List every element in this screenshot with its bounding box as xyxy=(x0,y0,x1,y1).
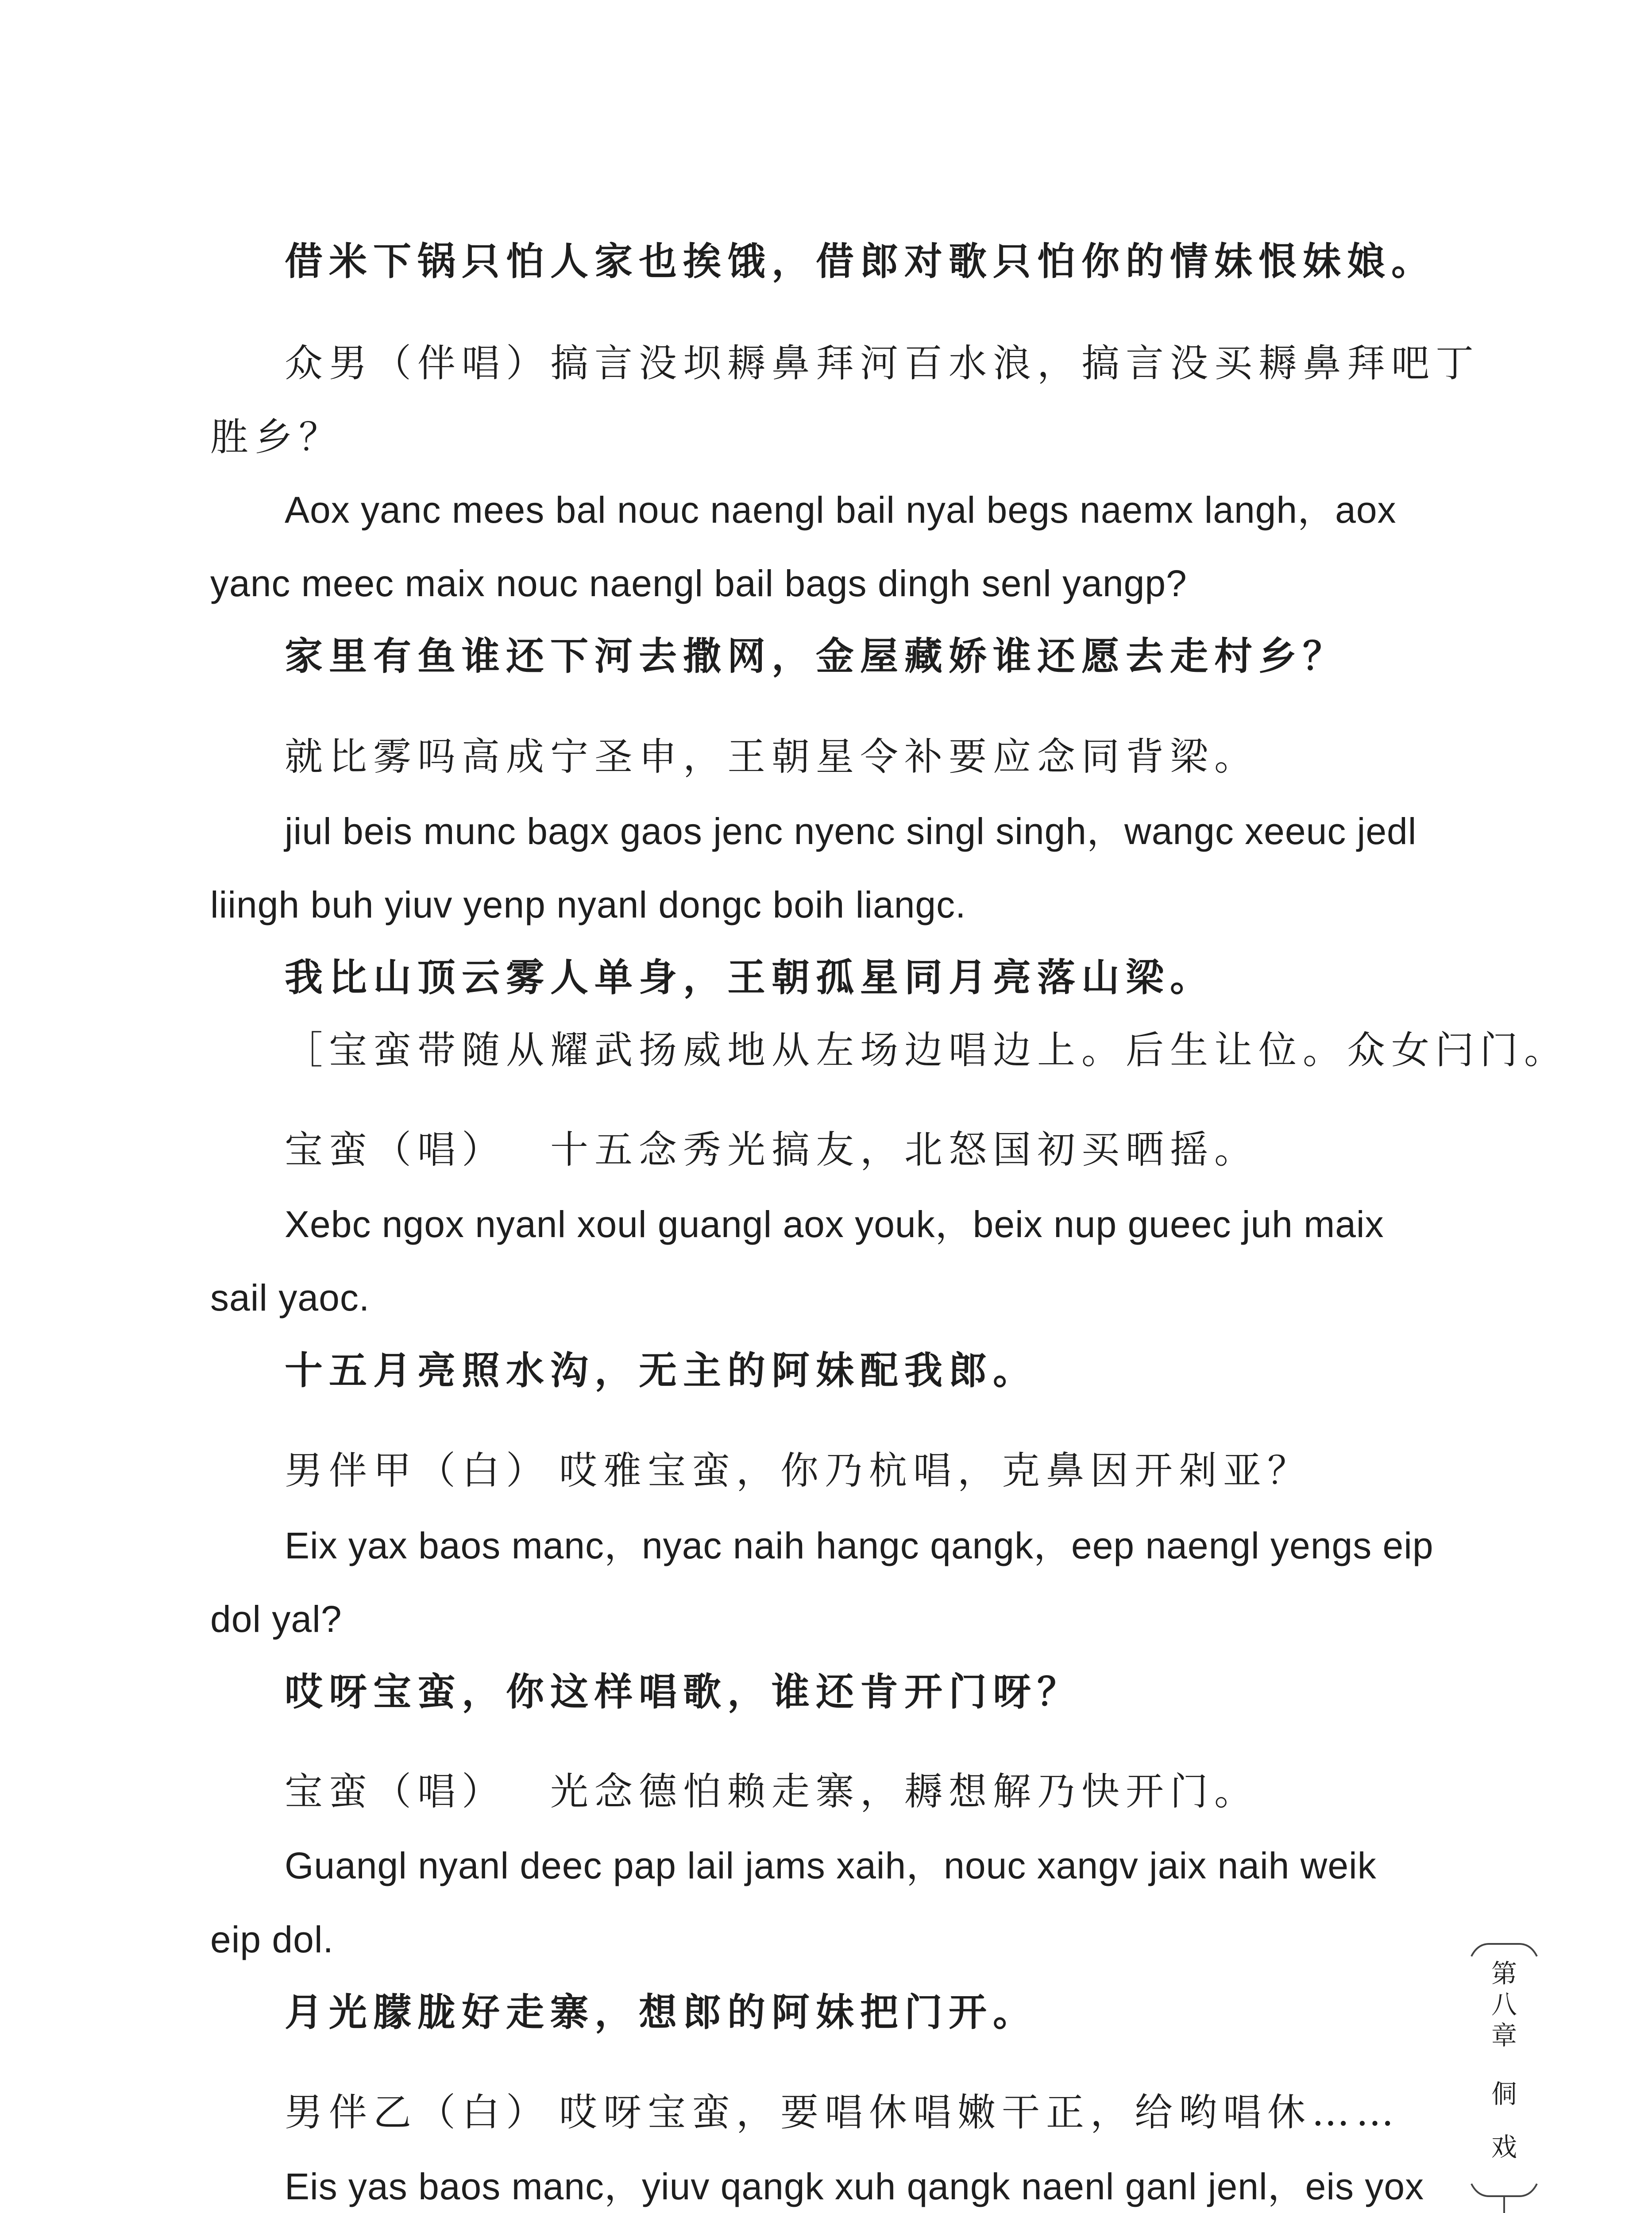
romanization-line: Xebc ngox nyanl xoul guangl aox youk，beix nup gueec juh maix xyxy=(285,1203,1384,1245)
translation-line: 十五月亮照水沟，无主的阿妹配我郎。 xyxy=(285,1348,1037,1393)
chapter-char: 八 xyxy=(1491,1989,1517,2020)
romanization-line: dol yal? xyxy=(210,1598,342,1640)
romanization-line: jiul beis munc bagx gaos jenc nyenc singl singh，wangc xeeuc jedl xyxy=(285,810,1417,852)
chapter-title-char: 戏 xyxy=(1491,2132,1517,2162)
dong-text: 哎呀宝蛮，要唱休唱嫩干正，给哟唱休…… xyxy=(559,2090,1400,2135)
stage-direction: ［宝蛮带随从耀武扬威地从左场边唱边上。后生让位。众女闩门。 xyxy=(285,1028,1568,1072)
romanization-line: liingh buh yiuv yenp nyanl dongc boih liangc. xyxy=(210,884,966,925)
chapter-char: 章 xyxy=(1491,2020,1517,2051)
chapter-title-char: 侗 xyxy=(1491,2079,1517,2109)
translation-line: 哎呀宝蛮，你这样唱歌，谁还肯开门呀？ xyxy=(285,1669,1081,1714)
dong-text-continued: 胜乡？ xyxy=(210,415,343,459)
speaker-label: 男伴甲（白） xyxy=(285,1449,550,1493)
translation-line: 我比山顶云雾人单身，王朝孤星同月亮落山梁。 xyxy=(285,955,1214,1000)
speaker-label: 宝蛮（唱） xyxy=(285,1770,506,1814)
dialogue-line xyxy=(285,2090,1400,2135)
romanization-line: Eis yas baos manc，yiuv qangk xuh qangk naenl ganl jenl，eis yox xyxy=(285,2166,1424,2207)
romanization-line: Eix yax baos manc，nyac naih hangc qangk，eep naengl yengs eip xyxy=(285,1525,1434,1566)
dialogue-line xyxy=(285,341,1480,386)
speaker-label: 男伴乙（白） xyxy=(285,2090,550,2135)
dialogue-line xyxy=(285,1449,1312,1493)
speaker-label: 众男（伴唱） xyxy=(285,341,550,386)
romanization-line: sail yaoc. xyxy=(210,1277,370,1319)
dong-text: 哎雅宝蛮，你乃杭唱，克鼻因开剁亚？ xyxy=(559,1449,1312,1493)
dong-text: 搞言没坝耨鼻拜河百水浪，搞言没买耨鼻拜吧丁 xyxy=(550,341,1480,386)
dong-text: 十五念秀光搞友，北怒国初买晒摇。 xyxy=(550,1128,1258,1172)
chapter-char: 第 xyxy=(1491,1959,1517,1989)
translation-line: 借米下锅只怕人家也挨饿，借郎对歌只怕你的情妹恨妹娘。 xyxy=(285,239,1436,284)
chapter-margin-tab xyxy=(1469,1935,1540,2213)
romanization-line: Guangl nyanl deec pap lail jams xaih，nouc xangv jaix naih weik xyxy=(285,1845,1377,1886)
speaker-label: 宝蛮（唱） xyxy=(285,1128,506,1172)
romanization-line: Aox yanc mees bal nouc naengl bail nyal begs naemx langh，aox xyxy=(285,489,1397,531)
romanization-line: eip dol. xyxy=(210,1919,334,1960)
translation-line: 家里有鱼谁还下河去撒网，金屋藏娇谁还愿去走村乡？ xyxy=(285,634,1347,679)
dialogue-line xyxy=(285,1770,1258,1814)
romanization-line: yanc meec maix nouc naengl bail bags dingh senl yangp? xyxy=(210,563,1187,604)
dialogue-line xyxy=(285,1128,1258,1172)
translation-line: 月光朦胧好走寨，想郎的阿妹把门开。 xyxy=(285,1990,1037,2035)
dong-text: 就比雾吗高成宁圣申，王朝星令补要应念同背梁。 xyxy=(285,735,1258,779)
dong-text: 光念德怕赖走寨，耨想解乃快开门。 xyxy=(550,1770,1258,1814)
